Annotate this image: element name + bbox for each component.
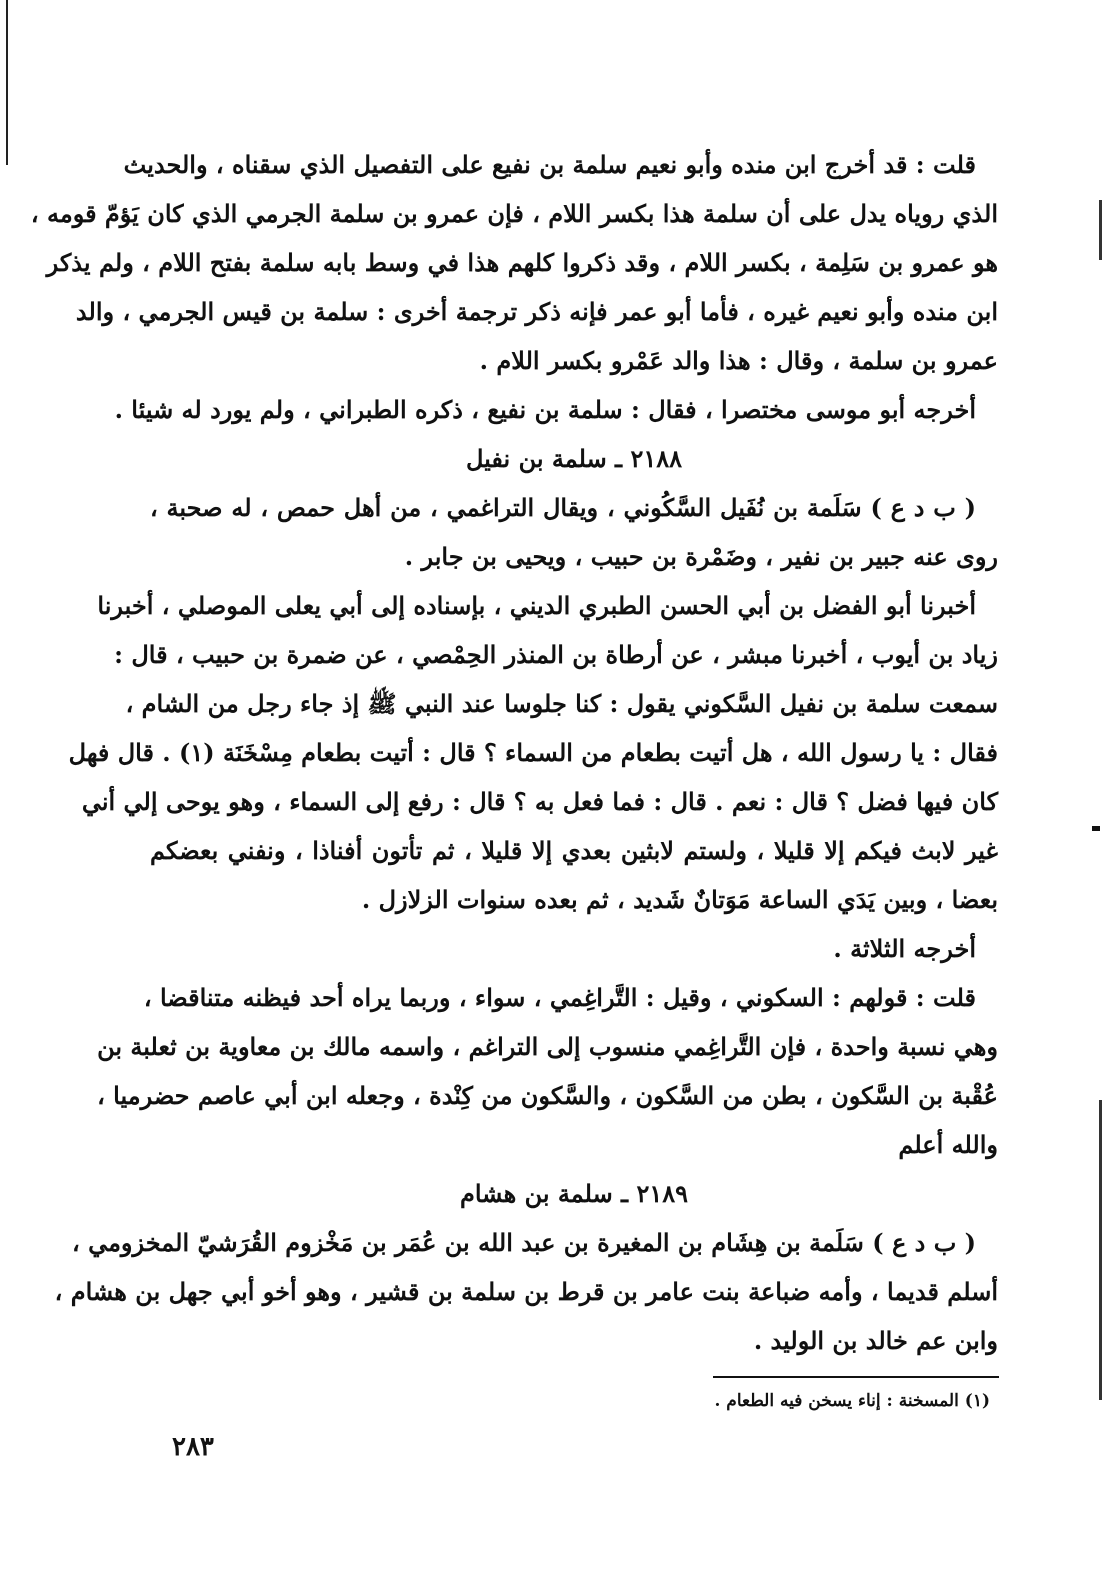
text-line: ( ب د ع ) سَلَمة بن هِشَام بن المغيرة بن عبد الله بن عُمَر بن مَخْزوم القُرَشيّ المخزومي ،	[71, 1228, 976, 1257]
text-line: كان فيها فضل ؟ قال : نعم . قال : فما فعل به ؟ قال : رفع إلى السماء ، وهو يوحى إلي أني	[81, 787, 998, 816]
main-text	[30, 140, 998, 1365]
text-line: أخبرنا أبو الفضل بن أبي الحسن الطبري الديني ، بإسناده إلى أبي يعلى الموصلي ، أخبرنا	[97, 591, 976, 620]
text-line: عُقْبة بن السَّكون ، بطن من السَّكون ، والسَّكون من كِنْدة ، وجعله ابن أبي عاصم حضرميا ،	[97, 1081, 998, 1110]
text-line: أخرجه أبو موسى مختصرا ، فقال : سلمة بن نفيع ، ذكره الطبراني ، ولم يورد له شيئا .	[114, 395, 976, 424]
text-line: الذي روياه يدل على أن سلمة هذا بكسر اللام ، فإن عمرو بن سلمة الجرمي الذي كان يَؤمّ قومه ،	[30, 199, 998, 228]
text-line: والله أعلم	[898, 1130, 998, 1159]
text-line: سمعت سلمة بن نفيل السَّكوني يقول : كنا جلوسا عند النبي ﷺ إذ جاء رجل من الشام ،	[125, 689, 998, 718]
text-line: روى عنه جبير بن نفير ، وضَمْرة بن حبيب ، ويحيى بن جابر .	[404, 542, 998, 571]
text-line: ابن منده وأبو نعيم غيره ، فأما أبو عمر فإنه ذكر ترجمة أخرى : سلمة بن قيس الجرمي ، والد	[75, 297, 998, 326]
text-line: قلت : قد أخرج ابن منده وأبو نعيم سلمة بن نفيع على التفصيل الذي سقناه ، والحديث	[123, 150, 976, 179]
text-line: أخرجه الثلاثة .	[833, 934, 976, 963]
entry-heading-2189: ٢١٨٩ ـ سلمة بن هشام	[460, 1179, 688, 1208]
text-line: أسلم قديما ، وأمه ضباعة بنت عامر بن قرط بن سلمة بن قشير ، وهو أخو أبي جهل بن هشام ،	[54, 1277, 998, 1306]
text-line: وهي نسبة واحدة ، فإن التَّراغِمي منسوب إلى التراغم ، واسمه مالك بن معاوية بن ثعلبة بن	[97, 1032, 998, 1061]
scan-mark	[1092, 826, 1100, 831]
text-line: عمرو بن سلمة ، وقال : هذا والد عَمْرو بكسر اللام .	[479, 346, 998, 375]
text-line: ( ب د ع ) سَلَمة بن نُفَيل السَّكُوني ، ويقال التراغمي ، من أهل حمص ، له صحبة ،	[150, 493, 976, 522]
text-line: قلت : قولهم : السكوني ، وقيل : التَّراغِمي ، سواء ، وربما يراه أحد فيظنه متناقضا ،	[143, 983, 976, 1012]
text-line: بعضا ، وبين يَدَي الساعة مَوَتانٌ شَديد ، ثم بعده سنوات الزلازل .	[361, 885, 998, 914]
footnote: (١) المسخنة : إناء يسخن فيه الطعام .	[714, 1391, 990, 1411]
scan-edge-right-top	[1099, 200, 1102, 260]
text-line: فقال : يا رسول الله ، هل أتيت بطعام من السماء ؟ قال : أتيت بطعام مِسْخَنَة (١) . قال فهل	[68, 738, 998, 767]
text-line: غير لابث فيكم إلا قليلا ، ولستم لابثين بعدي إلا قليلا ، ثم تأتون أفناذا ، ونفني بعضكم	[150, 836, 998, 865]
text-line: هو عمرو بن سَلِمة ، بكسر اللام ، وقد ذكروا كلهم هذا في وسط بابه سلمة بفتح اللام ، ولم يذكر	[46, 248, 998, 277]
page-number: ٢٨٣	[172, 1432, 214, 1462]
text-line: وابن عم خالد بن الوليد .	[753, 1326, 998, 1355]
text-line: زياد بن أيوب ، أخبرنا مبشر ، عن أرطاة بن المنذر الحِمْصي ، عن ضمرة بن حبيب ، قال :	[114, 640, 998, 669]
scan-edge-left	[6, 0, 8, 165]
footnote-divider	[713, 1376, 999, 1378]
scan-edge-right-bottom	[1099, 1100, 1102, 1400]
entry-heading-2188: ٢١٨٨ ـ سلمة بن نفيل	[466, 444, 682, 473]
